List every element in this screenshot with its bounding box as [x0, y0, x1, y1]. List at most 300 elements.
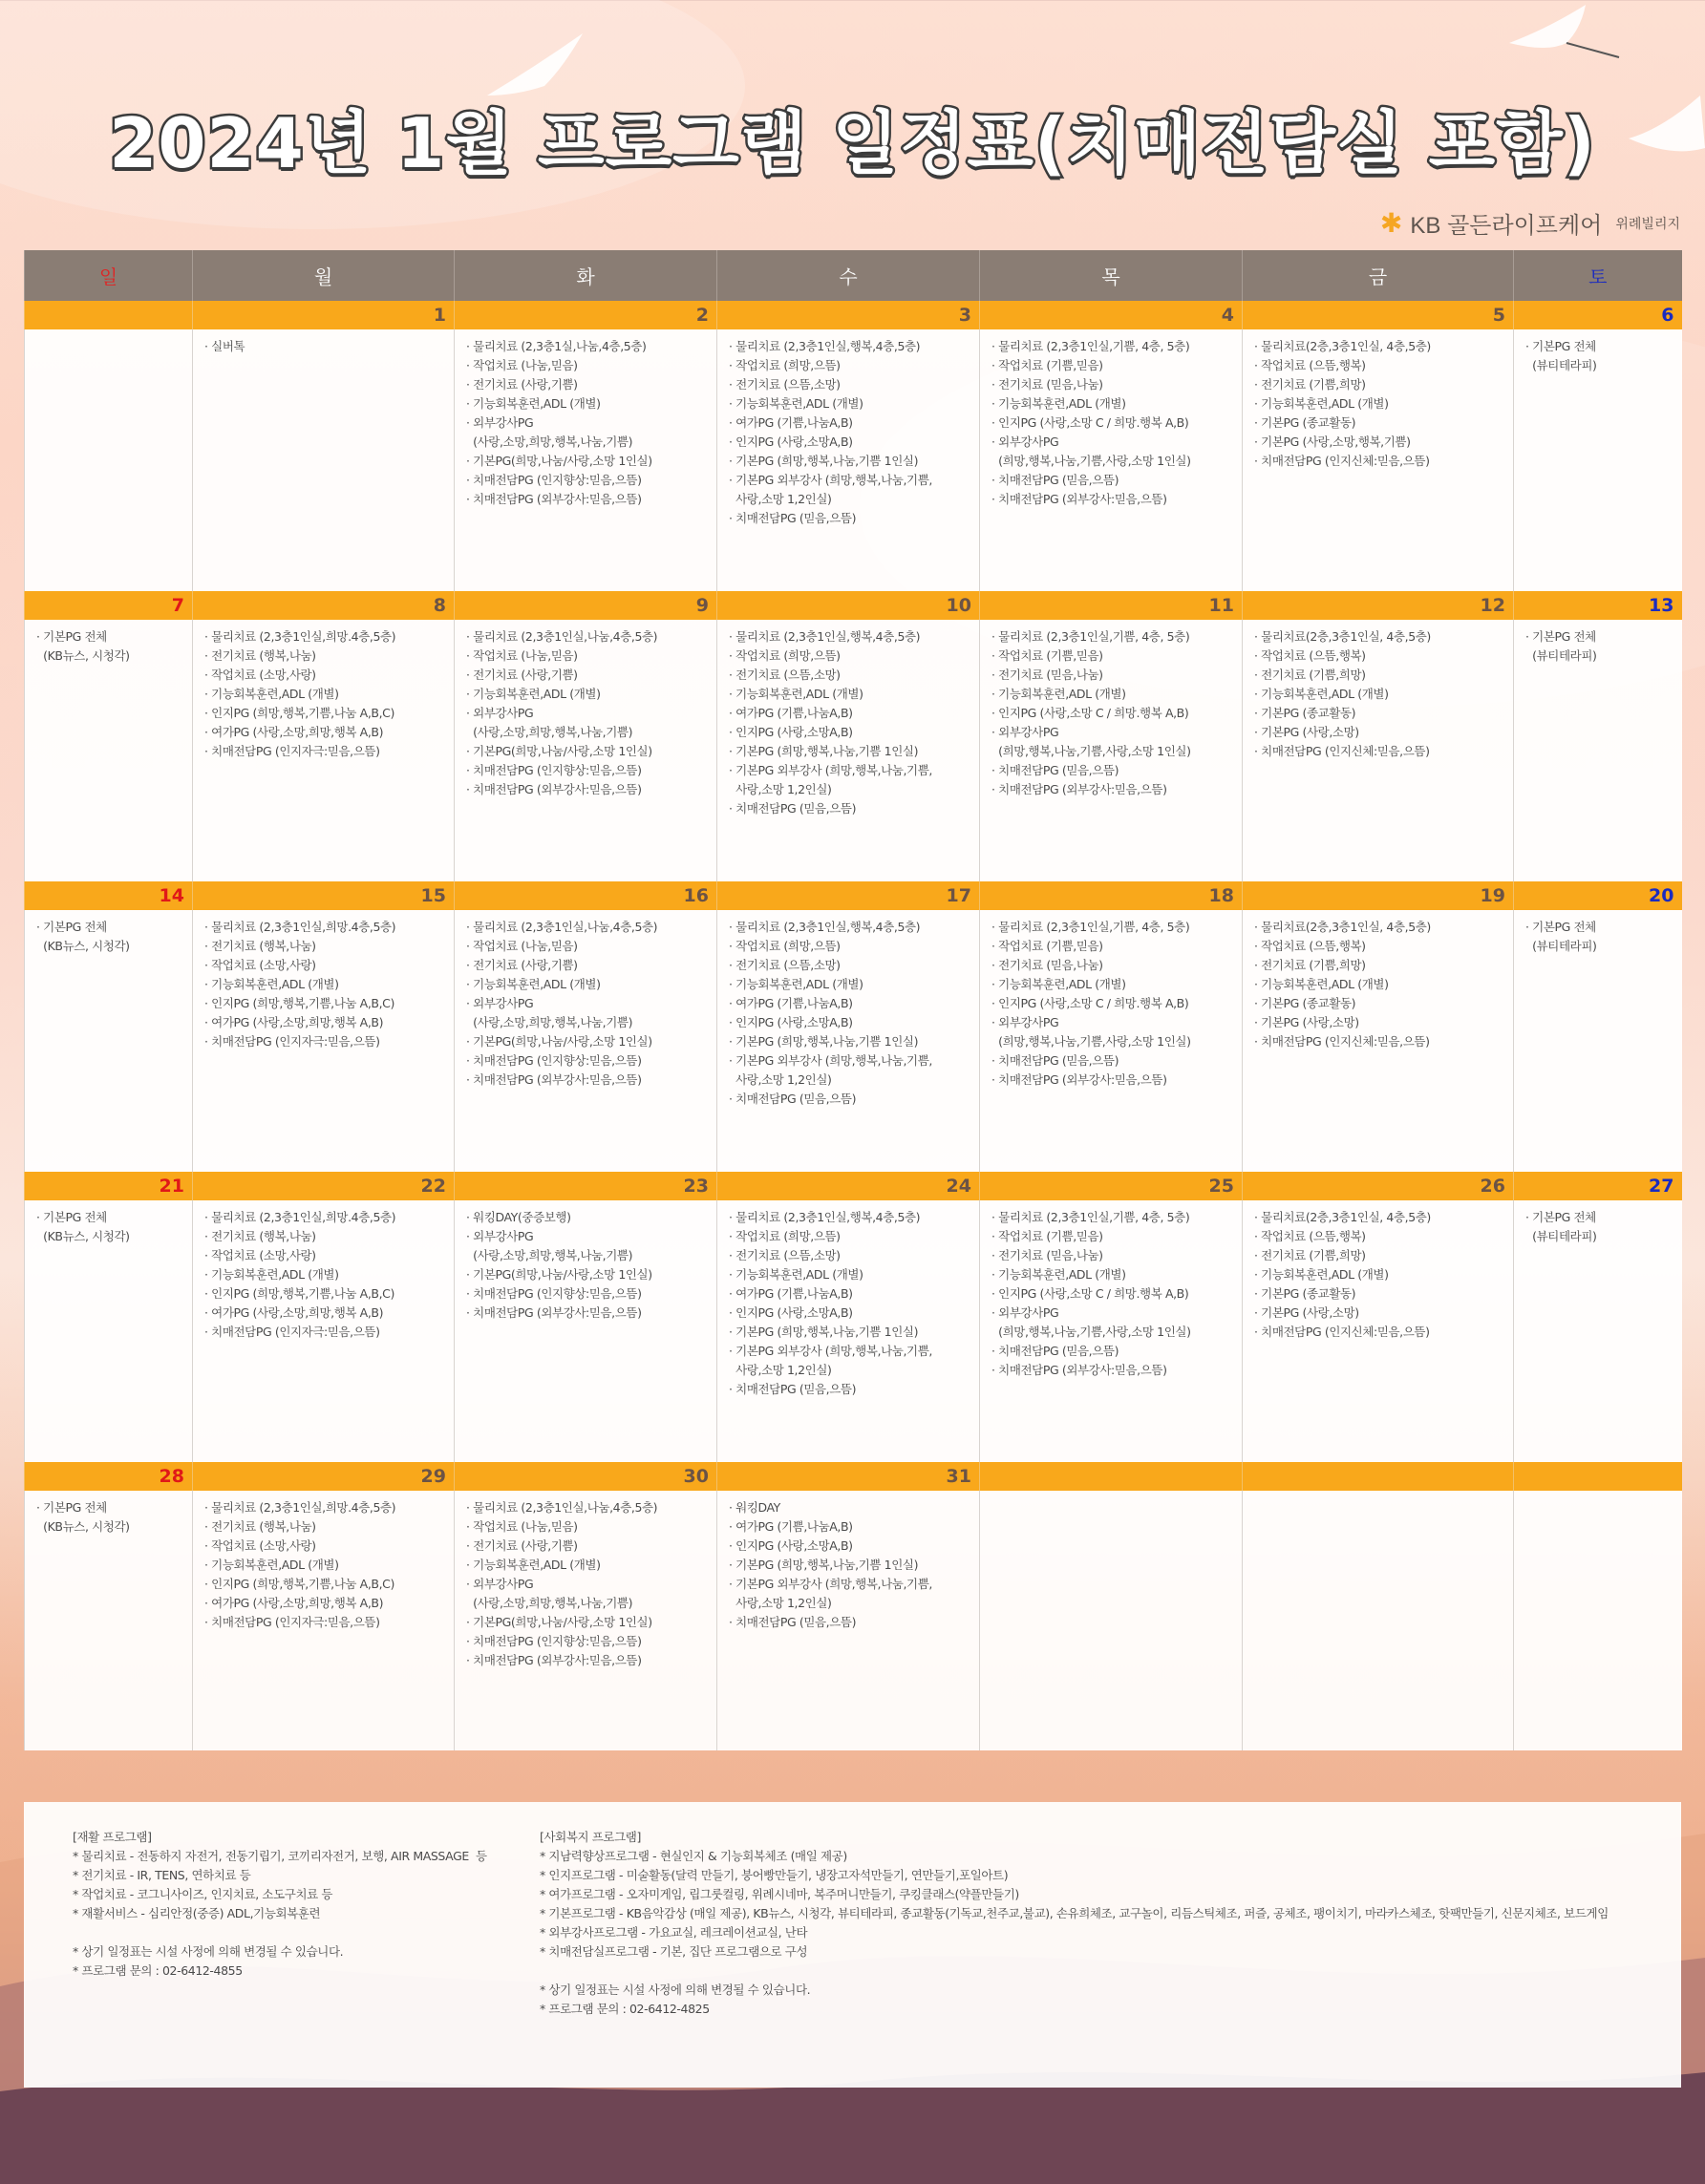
schedule-item: (사랑,소망,희망,행복,나눔,기쁨): [466, 435, 633, 449]
schedule-item: · 치매전담PG (외부강사:믿음,으뜸): [991, 782, 1167, 796]
schedule-row: [25, 910, 1682, 1172]
date-number: 29: [193, 1462, 455, 1491]
schedule-item: · 기능회복훈련,ADL (개별): [204, 1558, 339, 1572]
date-number: 31: [717, 1462, 980, 1491]
schedule-item: · 작업치료 (희망,으뜸): [729, 358, 841, 372]
schedule-item: · 작업치료 (으뜸,행복): [1254, 648, 1366, 663]
schedule-item: · 작업치료 (으뜸,행복): [1254, 939, 1366, 953]
date-number: 12: [1243, 591, 1514, 620]
schedule-item: · 기능회복훈련,ADL (개별): [991, 1267, 1126, 1282]
day-schedule-cell: [980, 1491, 1243, 1750]
schedule-item: 사랑,소망 1,2인실): [729, 782, 832, 796]
schedule-item: · 기본PG (사랑,소망): [1254, 725, 1359, 739]
schedule-item: · 치매전담PG (외부강사:믿음,으뜸): [466, 782, 642, 796]
schedule-item: · 외부강사PG: [466, 1229, 534, 1243]
schedule-item: · 치매전담PG (믿음,으뜸): [729, 511, 857, 525]
schedule-item: · 기본PG 외부강사 (희망,행복,나눔,기쁨,: [729, 1053, 932, 1068]
date-number-row: [25, 301, 1682, 329]
brand-logo: [1380, 206, 1680, 240]
schedule-item: · 물리치료 (2,3층1인실,나눔,4층,5층): [466, 1500, 658, 1515]
schedule-item: · 인지PG (사랑,소망A,B): [729, 1305, 853, 1320]
date-number: 27: [1514, 1172, 1682, 1200]
schedule-item: · 여가PG (기쁨,나눔A,B): [729, 706, 853, 720]
schedule-item: · 물리치료 (2,3층1인실,희망.4층,5층): [204, 920, 396, 934]
brand-name: KB 골든라이프케어: [1410, 213, 1603, 239]
schedule-item: · 물리치료 (2,3층1인실,희망.4층,5층): [204, 629, 396, 644]
schedule-item: · 작업치료 (소망,사랑): [204, 958, 316, 972]
day-schedule-cell: [1243, 1200, 1514, 1462]
schedule-item: · 작업치료 (기쁨,믿음): [991, 648, 1103, 663]
schedule-item: · 기본PG 외부강사 (희망,행복,나눔,기쁨,: [729, 1344, 932, 1358]
schedule-item: · 기본PG(희망,나눔/사랑,소망 1인실): [466, 1034, 652, 1049]
schedule-item: (뷰티테라피): [1525, 648, 1597, 663]
schedule-item: · 전기치료 (믿음,나눔): [991, 377, 1103, 392]
schedule-item: · 기본PG (종교활동): [1254, 996, 1356, 1010]
schedule-item: · 물리치료 (2,3층1인실,희망.4층,5층): [204, 1500, 396, 1515]
weekday-header-row: [25, 250, 1682, 301]
day-schedule-cell: [1514, 329, 1682, 591]
note-line: * 기본프로그램 - KB음악감상 (매일 제공), KB뉴스, 시청각, 뷰티테라피, 종교활동(기독교,천주교,불교), 손유희체조, 교구놀이, 리듬스틱체조, 퍼즐, 공체조, 팽이치기, 마라카스체조, 핫팩만들기, 신문지체조, 보드게임: [540, 1906, 1609, 1920]
schedule-item: · 치매전담PG (믿음,으뜸): [729, 1615, 857, 1629]
date-number: [1514, 1462, 1682, 1491]
schedule-item: · 치매전담PG (외부강사:믿음,으뜸): [991, 1363, 1167, 1377]
schedule-item: · 작업치료 (희망,으뜸): [729, 1229, 841, 1243]
note-line: * 상기 일정표는 시설 사정에 의해 변경될 수 있습니다.: [540, 1983, 811, 1997]
schedule-item: · 물리치료(2층,3층1인실, 4층,5층): [1254, 1210, 1431, 1224]
day-schedule-cell: [25, 329, 193, 591]
note-line: [사회복지 프로그램]: [540, 1830, 641, 1844]
schedule-item: · 전기치료 (행복,나눔): [204, 1229, 316, 1243]
schedule-item: · 물리치료 (2,3층1인실,행복,4층,5층): [729, 629, 921, 644]
schedule-item: · 치매전담PG (인지향상:믿음,으뜸): [466, 763, 642, 777]
note-line: * 재활서비스 - 심리안정(중증) ADL,기능회복훈련: [73, 1906, 321, 1920]
schedule-item: · 기본PG(희망,나눔/사랑,소망 1인실): [466, 1615, 652, 1629]
schedule-item: · 인지PG (희망,행복,기쁨,나눔 A,B,C): [204, 1577, 394, 1591]
schedule-item: · 기능회복훈련,ADL (개별): [1254, 1267, 1389, 1282]
schedule-item: (사랑,소망,희망,행복,나눔,기쁨): [466, 1015, 633, 1029]
day-schedule-cell: [980, 620, 1243, 881]
schedule-item: · 치매전담PG (인지향상:믿음,으뜸): [466, 1634, 642, 1648]
day-schedule-cell: [1243, 620, 1514, 881]
schedule-item: · 전기치료 (사랑,기쁨): [466, 668, 578, 682]
day-schedule-cell: [193, 620, 455, 881]
schedule-item: · 물리치료(2층,3층1인실, 4층,5층): [1254, 339, 1431, 353]
date-number: 4: [980, 301, 1243, 329]
schedule-item: · 치매전담PG (외부강사:믿음,으뜸): [991, 1072, 1167, 1087]
schedule-item: · 기본PG 외부강사 (희망,행복,나눔,기쁨,: [729, 1577, 932, 1591]
schedule-item: · 작업치료 (소망,사랑): [204, 1538, 316, 1553]
day-schedule-cell: [455, 1491, 717, 1750]
date-number: 16: [455, 881, 717, 910]
schedule-item: · 기본PG 전체: [36, 1500, 107, 1515]
schedule-item: · 인지PG (사랑,소망A,B): [729, 1538, 853, 1553]
schedule-item: · 치매전담PG (인지신체:믿음,으뜸): [1254, 1034, 1430, 1049]
schedule-item: · 기본PG (사랑,소망,행복,기쁨): [1254, 435, 1411, 449]
schedule-item: · 기본PG 전체: [1525, 339, 1596, 353]
schedule-item: · 전기치료 (믿음,나눔): [991, 668, 1103, 682]
schedule-item: · 기본PG 전체: [1525, 1210, 1596, 1224]
schedule-item: (KB뉴스, 시청각): [36, 1229, 130, 1243]
date-number: 7: [25, 591, 193, 620]
day-schedule-cell: [1243, 329, 1514, 591]
schedule-item: · 기본PG (종교활동): [1254, 415, 1356, 430]
schedule-item: · 치매전담PG (믿음,으뜸): [729, 1382, 857, 1396]
schedule-item: (사랑,소망,희망,행복,나눔,기쁨): [466, 725, 633, 739]
schedule-item: · 기본PG 외부강사 (희망,행복,나눔,기쁨,: [729, 763, 932, 777]
brand-sub: 위례빌리지: [1615, 216, 1680, 232]
note-line: [73, 1923, 540, 1942]
schedule-item: · 기능회복훈련,ADL (개별): [466, 1558, 601, 1572]
schedule-item: (사랑,소망,희망,행복,나눔,기쁨): [466, 1248, 633, 1262]
date-number: 20: [1514, 881, 1682, 910]
note-line: * 외부강사프로그램 - 가요교실, 레크레이션교실, 난타: [540, 1925, 808, 1940]
schedule-item: · 여가PG (사랑,소망,희망,행복 A,B): [204, 725, 384, 739]
page-title: 2024년 1월 프로그램 일정표(치매전담실 포함): [109, 103, 1596, 183]
schedule-item: · 작업치료 (나눔,믿음): [466, 358, 578, 372]
date-number: [980, 1462, 1243, 1491]
note-line: [재활 프로그램]: [73, 1830, 152, 1844]
date-number: 9: [455, 591, 717, 620]
schedule-item: · 물리치료 (2,3층1인실,기쁨, 4층, 5층): [991, 339, 1190, 353]
schedule-row: [25, 1491, 1682, 1750]
schedule-item: · 치매전담PG (믿음,으뜸): [991, 1053, 1119, 1068]
schedule-item: · 여가PG (사랑,소망,희망,행복 A,B): [204, 1015, 384, 1029]
schedule-item: · 기본PG (희망,행복,나눔,기쁨 1인실): [729, 1034, 919, 1049]
schedule-item: · 기능회복훈련,ADL (개별): [729, 687, 863, 701]
schedule-item: · 기본PG (사랑,소망): [1254, 1305, 1359, 1320]
crane-bird-icon: [1490, 0, 1624, 67]
schedule-item: · 기본PG 전체: [36, 629, 107, 644]
schedule-item: · 치매전담PG (인지신체:믿음,으뜸): [1254, 744, 1430, 758]
schedule-item: · 전기치료 (사랑,기쁨): [466, 1538, 578, 1553]
schedule-item: · 전기치료 (으뜸,소망): [729, 668, 841, 682]
date-number: 18: [980, 881, 1243, 910]
schedule-item: · 치매전담PG (인지신체:믿음,으뜸): [1254, 454, 1430, 468]
date-number: [25, 301, 193, 329]
schedule-item: (희망,행복,나눔,기쁨,사랑,소망 1인실): [991, 744, 1191, 758]
day-schedule-cell: [25, 1200, 193, 1462]
note-line: * 인지프로그램 - 미술활동(달력 만들기, 붕어빵만들기, 냉장고자석만들기, 연만들기,포일아트): [540, 1868, 1009, 1882]
schedule-item: · 전기치료 (으뜸,소망): [729, 1248, 841, 1262]
schedule-item: · 기능회복훈련,ADL (개별): [1254, 396, 1389, 411]
schedule-item: · 외부강사PG: [991, 725, 1059, 739]
schedule-item: · 외부강사PG: [466, 996, 534, 1010]
schedule-item: · 인지PG (희망,행복,기쁨,나눔 A,B,C): [204, 1286, 394, 1301]
schedule-item: · 물리치료 (2,3층1인실,나눔,4층,5층): [466, 629, 658, 644]
schedule-item: · 기본PG 외부강사 (희망,행복,나눔,기쁨,: [729, 473, 932, 487]
schedule-item: · 기능회복훈련,ADL (개별): [991, 396, 1126, 411]
note-line: * 물리치료 - 전동하지 자전거, 전동기립기, 코끼리자전거, 보행, AIR MASSAGE 등: [73, 1849, 487, 1863]
note-line: * 여가프로그램 - 오자미게임, 립그룻컬링, 위례시네마, 복주머니만들기, 쿠킹클래스(약플만들기): [540, 1887, 1019, 1901]
schedule-item: · 물리치료 (2,3층1인실,기쁨, 4층, 5층): [991, 629, 1190, 644]
schedule-item: · 치매전담PG (인지자극:믿음,으뜸): [204, 1034, 380, 1049]
date-number: 11: [980, 591, 1243, 620]
note-line: * 작업치료 - 코그니사이즈, 인지치료, 소도구치료 등: [73, 1887, 333, 1901]
schedule-item: · 기능회복훈련,ADL (개별): [466, 396, 601, 411]
schedule-item: 사랑,소망 1,2인실): [729, 1072, 832, 1087]
weekday-friday: 금: [1243, 250, 1514, 301]
weekday-thursday: 목: [980, 250, 1243, 301]
schedule-item: · 작업치료 (으뜸,행복): [1254, 358, 1366, 372]
date-number: 21: [25, 1172, 193, 1200]
schedule-item: · 기본PG 전체: [1525, 629, 1596, 644]
schedule-item: · 워킹DAY: [729, 1500, 780, 1515]
schedule-item: (희망,행복,나눔,기쁨,사랑,소망 1인실): [991, 1325, 1191, 1339]
schedule-item: · 여가PG (기쁨,나눔A,B): [729, 415, 853, 430]
schedule-item: · 인지PG (사랑,소망 C / 희망.행복 A,B): [991, 1286, 1189, 1301]
schedule-item: (KB뉴스, 시청각): [36, 939, 130, 953]
schedule-item: · 작업치료 (소망,사랑): [204, 668, 316, 682]
schedule-item: · 치매전담PG (믿음,으뜸): [729, 801, 857, 816]
schedule-item: · 치매전담PG (인지신체:믿음,으뜸): [1254, 1325, 1430, 1339]
date-number-row: [25, 881, 1682, 910]
schedule-item: · 기본PG (종교활동): [1254, 1286, 1356, 1301]
schedule-item: · 기능회복훈련,ADL (개별): [1254, 977, 1389, 991]
day-schedule-cell: [980, 1200, 1243, 1462]
rehab-program-notes: [73, 1828, 540, 2088]
schedule-item: · 물리치료 (2,3층1인실,기쁨, 4층, 5층): [991, 1210, 1190, 1224]
schedule-item: · 치매전담PG (인지자극:믿음,으뜸): [204, 1325, 380, 1339]
schedule-item: · 작업치료 (나눔,믿음): [466, 648, 578, 663]
weekday-saturday: 토: [1514, 250, 1682, 301]
schedule-item: · 치매전담PG (외부강사:믿음,으뜸): [466, 1305, 642, 1320]
schedule-item: · 전기치료 (사랑,기쁨): [466, 958, 578, 972]
note-line: * 치매전담실프로그램 - 기본, 집단 프로그램으로 구성: [540, 1944, 808, 1959]
schedule-item: · 전기치료 (기쁨,희망): [1254, 1248, 1366, 1262]
date-number-row: [25, 591, 1682, 620]
schedule-item: · 전기치료 (믿음,나눔): [991, 1248, 1103, 1262]
schedule-item: · 전기치료 (행복,나눔): [204, 1519, 316, 1534]
schedule-item: · 치매전담PG (외부강사:믿음,으뜸): [991, 492, 1167, 506]
day-schedule-cell: [1514, 620, 1682, 881]
date-number: 30: [455, 1462, 717, 1491]
date-number: 22: [193, 1172, 455, 1200]
schedule-item: · 기본PG (사랑,소망): [1254, 1015, 1359, 1029]
schedule-item: · 치매전담PG (믿음,으뜸): [991, 473, 1119, 487]
schedule-item: · 치매전담PG (인지향상:믿음,으뜸): [466, 1053, 642, 1068]
schedule-item: · 작업치료 (나눔,믿음): [466, 939, 578, 953]
schedule-item: 사랑,소망 1,2인실): [729, 1596, 832, 1610]
day-schedule-cell: [455, 910, 717, 1172]
weekday-wednesday: 수: [717, 250, 980, 301]
schedule-item: · 인지PG (사랑,소망 C / 희망.행복 A,B): [991, 706, 1189, 720]
schedule-item: · 인지PG (희망,행복,기쁨,나눔 A,B,C): [204, 996, 394, 1010]
schedule-item: · 기본PG 전체: [1525, 920, 1596, 934]
schedule-item: · 물리치료 (2,3층1실,나눔,4층,5층): [466, 339, 647, 353]
schedule-item: · 전기치료 (기쁨,희망): [1254, 377, 1366, 392]
calendar-table: [24, 250, 1682, 1750]
schedule-item: (사랑,소망,희망,행복,나눔,기쁨): [466, 1596, 633, 1610]
note-line: * 지남력향상프로그램 - 현실인지 & 기능회복체조 (매일 제공): [540, 1849, 847, 1863]
schedule-item: · 기능회복훈련,ADL (개별): [204, 977, 339, 991]
schedule-item: · 기능회복훈련,ADL (개별): [729, 396, 863, 411]
schedule-item: · 치매전담PG (인지자극:믿음,으뜸): [204, 1615, 380, 1629]
note-line: * 상기 일정표는 시설 사정에 의해 변경될 수 있습니다.: [73, 1944, 344, 1959]
date-number: 14: [25, 881, 193, 910]
schedule-item: (KB뉴스, 시청각): [36, 1519, 130, 1534]
day-schedule-cell: [1514, 910, 1682, 1172]
day-schedule-cell: [455, 1200, 717, 1462]
day-schedule-cell: [980, 910, 1243, 1172]
schedule-item: · 인지PG (사랑,소망A,B): [729, 435, 853, 449]
day-schedule-cell: [1514, 1200, 1682, 1462]
schedule-item: · 물리치료(2층,3층1인실, 4층,5층): [1254, 920, 1431, 934]
schedule-item: · 전기치료 (행복,나눔): [204, 939, 316, 953]
schedule-item: · 기능회복훈련,ADL (개별): [991, 977, 1126, 991]
day-schedule-cell: [193, 329, 455, 591]
schedule-item: · 기본PG(희망,나눔/사랑,소망 1인실): [466, 454, 652, 468]
schedule-item: · 외부강사PG: [991, 435, 1059, 449]
schedule-item: · 작업치료 (기쁨,믿음): [991, 358, 1103, 372]
schedule-item: · 물리치료 (2,3층1인실,행복,4층,5층): [729, 1210, 921, 1224]
schedule-item: · 작업치료 (소망,사랑): [204, 1248, 316, 1262]
schedule-item: · 물리치료 (2,3층1인실,기쁨, 4층, 5층): [991, 920, 1190, 934]
date-number: 3: [717, 301, 980, 329]
date-number: 8: [193, 591, 455, 620]
day-schedule-cell: [717, 910, 980, 1172]
weekday-monday: 월: [193, 250, 455, 301]
kb-star-icon: ✱: [1379, 206, 1403, 239]
note-line: * 프로그램 문의 : 02-6412-4825: [540, 2002, 710, 2016]
schedule-item: · 치매전담PG (인지향상:믿음,으뜸): [466, 1286, 642, 1301]
schedule-item: · 여가PG (사랑,소망,희망,행복 A,B): [204, 1596, 384, 1610]
schedule-item: · 인지PG (희망,행복,기쁨,나눔 A,B,C): [204, 706, 394, 720]
schedule-item: · 전기치료 (기쁨,희망): [1254, 668, 1366, 682]
date-number: 15: [193, 881, 455, 910]
day-schedule-cell: [455, 329, 717, 591]
schedule-item: · 전기치료 (믿음,나눔): [991, 958, 1103, 972]
date-number: 1: [193, 301, 455, 329]
schedule-item: · 여가PG (기쁨,나눔A,B): [729, 1286, 853, 1301]
date-number: 6: [1514, 301, 1682, 329]
date-number: 28: [25, 1462, 193, 1491]
day-schedule-cell: [1243, 910, 1514, 1172]
schedule-item: · 여가PG (사랑,소망,희망,행복 A,B): [204, 1305, 384, 1320]
note-line: * 전기치료 - IR, TENS, 연하치료 등: [73, 1868, 251, 1882]
schedule-item: · 작업치료 (기쁨,믿음): [991, 939, 1103, 953]
schedule-item: · 여가PG (기쁨,나눔A,B): [729, 1519, 853, 1534]
schedule-item: · 외부강사PG: [466, 415, 534, 430]
schedule-item: · 전기치료 (사랑,기쁨): [466, 377, 578, 392]
schedule-item: · 인지PG (사랑,소망A,B): [729, 1015, 853, 1029]
day-schedule-cell: [25, 1491, 193, 1750]
note-line: [540, 1961, 1609, 1981]
date-number: 24: [717, 1172, 980, 1200]
day-schedule-cell: [193, 910, 455, 1172]
schedule-item: · 기본PG(희망,나눔/사랑,소망 1인실): [466, 1267, 652, 1282]
date-number: 26: [1243, 1172, 1514, 1200]
schedule-item: (뷰티테라피): [1525, 939, 1597, 953]
schedule-item: (KB뉴스, 시청각): [36, 648, 130, 663]
schedule-item: · 기본PG (희망,행복,나눔,기쁨 1인실): [729, 744, 919, 758]
schedule-item: · 기본PG(희망,나눔/사랑,소망 1인실): [466, 744, 652, 758]
schedule-item: · 외부강사PG: [991, 1305, 1059, 1320]
schedule-item: · 전기치료 (기쁨,희망): [1254, 958, 1366, 972]
schedule-item: · 기본PG 전체: [36, 920, 107, 934]
date-number: 10: [717, 591, 980, 620]
day-schedule-cell: [25, 910, 193, 1172]
weekday-sunday: 일: [25, 250, 193, 301]
day-schedule-cell: [1514, 1491, 1682, 1750]
schedule-item: · 인지PG (사랑,소망 C / 희망.행복 A,B): [991, 415, 1189, 430]
date-number: 13: [1514, 591, 1682, 620]
schedule-item: (희망,행복,나눔,기쁨,사랑,소망 1인실): [991, 1034, 1191, 1049]
schedule-item: (뷰티테라피): [1525, 1229, 1597, 1243]
schedule-item: (희망,행복,나눔,기쁨,사랑,소망 1인실): [991, 454, 1191, 468]
date-number: 17: [717, 881, 980, 910]
schedule-item: · 물리치료(2층,3층1인실, 4층,5층): [1254, 629, 1431, 644]
schedule-item: · 전기치료 (으뜸,소망): [729, 377, 841, 392]
day-schedule-cell: [717, 1200, 980, 1462]
day-schedule-cell: [455, 620, 717, 881]
day-schedule-cell: [1243, 1491, 1514, 1750]
schedule-item: · 물리치료 (2,3층1인실,나눔,4층,5층): [466, 920, 658, 934]
schedule-item: · 작업치료 (희망,으뜸): [729, 648, 841, 663]
schedule-item: · 워킹DAY(중증보행): [466, 1210, 571, 1224]
day-schedule-cell: [717, 1491, 980, 1750]
schedule-item: · 기능회복훈련,ADL (개별): [729, 1267, 863, 1282]
date-number-row: [25, 1172, 1682, 1200]
schedule-item: · 작업치료 (나눔,믿음): [466, 1519, 578, 1534]
weekday-tuesday: 화: [455, 250, 717, 301]
schedule-item: · 치매전담PG (외부강사:믿음,으뜸): [466, 1072, 642, 1087]
schedule-item: · 기능회복훈련,ADL (개별): [466, 977, 601, 991]
schedule-item: · 작업치료 (으뜸,행복): [1254, 1229, 1366, 1243]
schedule-item: 사랑,소망 1,2인실): [729, 492, 832, 506]
social-program-notes: [540, 1828, 1609, 2088]
date-number: 19: [1243, 881, 1514, 910]
day-schedule-cell: [25, 620, 193, 881]
day-schedule-cell: [717, 620, 980, 881]
schedule-item: · 기능회복훈련,ADL (개별): [204, 687, 339, 701]
date-number: 5: [1243, 301, 1514, 329]
day-schedule-cell: [193, 1200, 455, 1462]
day-schedule-cell: [193, 1491, 455, 1750]
schedule-item: · 기본PG 전체: [36, 1210, 107, 1224]
schedule-item: · 치매전담PG (믿음,으뜸): [991, 1344, 1119, 1358]
schedule-item: · 기능회복훈련,ADL (개별): [466, 687, 601, 701]
schedule-item: · 인지PG (사랑,소망 C / 희망.행복 A,B): [991, 996, 1189, 1010]
date-number: [1243, 1462, 1514, 1491]
schedule-item: · 치매전담PG (인지향상:믿음,으뜸): [466, 473, 642, 487]
schedule-item: · 인지PG (사랑,소망A,B): [729, 725, 853, 739]
schedule-item: · 치매전담PG (외부강사:믿음,으뜸): [466, 492, 642, 506]
schedule-item: · 물리치료 (2,3층1인실,행복,4층,5층): [729, 920, 921, 934]
schedule-item: · 기능회복훈련,ADL (개별): [1254, 687, 1389, 701]
schedule-item: · 기능회복훈련,ADL (개별): [729, 977, 863, 991]
schedule-item: · 외부강사PG: [466, 706, 534, 720]
schedule-item: · 치매전담PG (인지자극:믿음,으뜸): [204, 744, 380, 758]
date-number: 23: [455, 1172, 717, 1200]
schedule-item: · 치매전담PG (외부강사:믿음,으뜸): [466, 1653, 642, 1667]
schedule-item: · 작업치료 (기쁨,믿음): [991, 1229, 1103, 1243]
schedule-item: · 치매전담PG (믿음,으뜸): [729, 1092, 857, 1106]
note-line: * 프로그램 문의 : 02-6412-4855: [73, 1963, 243, 1978]
day-schedule-cell: [717, 329, 980, 591]
schedule-item: · 외부강사PG: [466, 1577, 534, 1591]
schedule-item: · 전기치료 (으뜸,소망): [729, 958, 841, 972]
schedule-item: · 실버톡: [204, 339, 245, 353]
schedule-item: · 기본PG (종교활동): [1254, 706, 1356, 720]
schedule-item: (뷰티테라피): [1525, 358, 1597, 372]
schedule-item: · 치매전담PG (믿음,으뜸): [991, 763, 1119, 777]
schedule-item: · 기본PG (희망,행복,나눔,기쁨 1인실): [729, 1325, 919, 1339]
schedule-item: · 물리치료 (2,3층1인실,행복,4층,5층): [729, 339, 921, 353]
schedule-row: [25, 329, 1682, 591]
schedule-item: · 기본PG (희망,행복,나눔,기쁨 1인실): [729, 454, 919, 468]
schedule-item: · 여가PG (기쁨,나눔A,B): [729, 996, 853, 1010]
date-number: 2: [455, 301, 717, 329]
